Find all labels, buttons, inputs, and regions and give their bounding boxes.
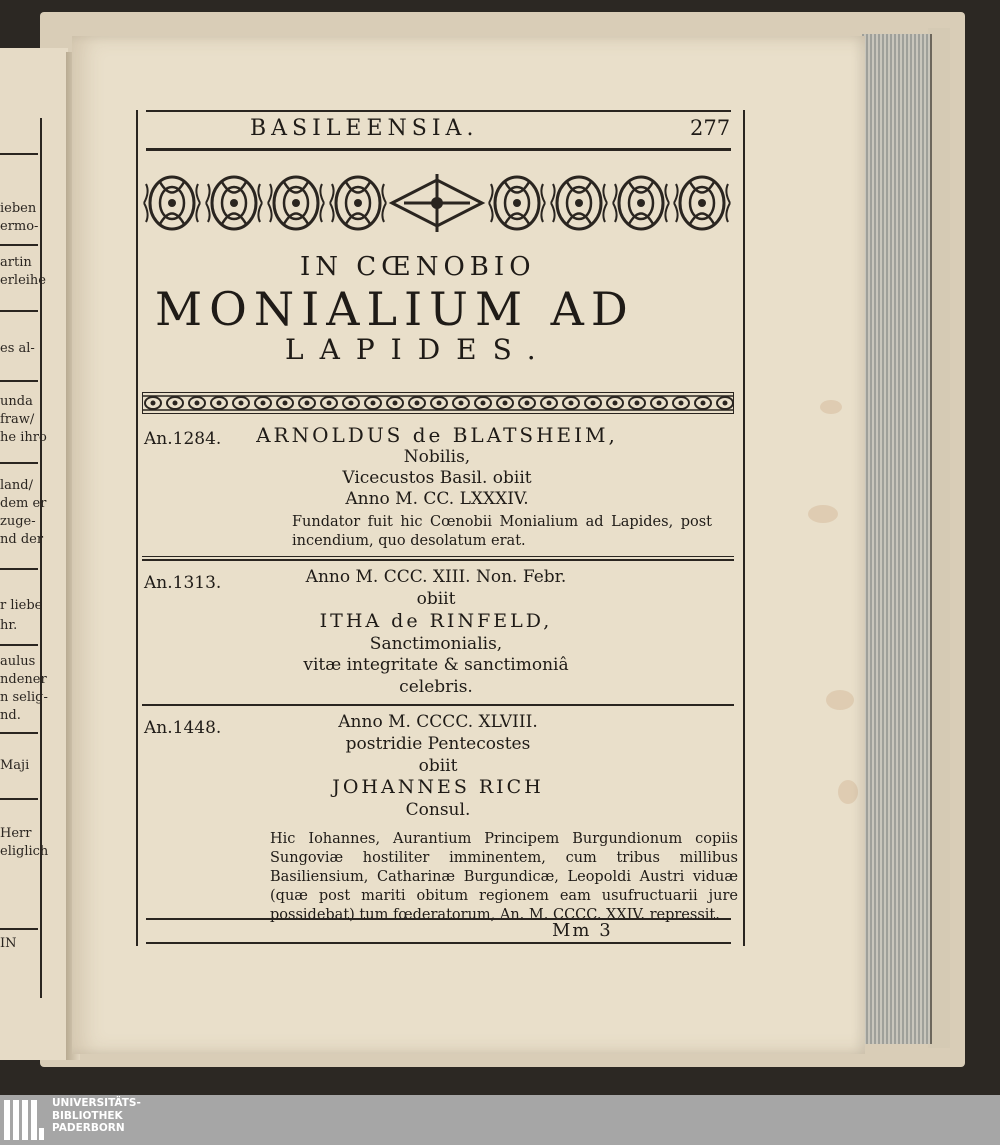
paper-stain xyxy=(808,505,838,523)
left-rule xyxy=(0,568,38,570)
left-fragment: r liebe xyxy=(0,598,43,613)
left-fragment: aulus xyxy=(0,654,36,669)
entry-line: Nobilis, xyxy=(403,447,471,467)
left-fragment: ermo- xyxy=(0,219,39,234)
left-rule xyxy=(0,244,38,246)
entry-line: Consul. xyxy=(405,800,471,820)
entry-year: An.1284. xyxy=(144,429,222,449)
entry-line: obiit xyxy=(416,589,456,609)
left-fragment: n selig- xyxy=(0,690,48,705)
title-line-3: LAPIDES. xyxy=(285,333,552,366)
paper-stain xyxy=(820,400,842,414)
entry-line-name: JOHANNES RICH xyxy=(332,776,544,798)
left-rule xyxy=(0,644,38,646)
entry-line: obiit xyxy=(418,756,458,776)
paper-stain xyxy=(838,780,858,804)
entry-line: postridie Pentecostes xyxy=(345,734,531,754)
page-edges xyxy=(862,34,932,1044)
entry-line: vitæ integritate & sanctimoniâ xyxy=(303,655,569,675)
entry-note: Fundator fuit hic Cœnobii Monialium ad Lapides, post incendium, quo desolatum erat. xyxy=(292,514,712,549)
left-fragment: Maji xyxy=(0,758,30,773)
left-fragment: dem er xyxy=(0,496,47,511)
left-fragment: land/ xyxy=(0,478,33,493)
left-rule xyxy=(0,462,38,464)
entry-line: celebris. xyxy=(399,677,473,697)
title-line-1: IN CŒNOBIO xyxy=(300,252,536,282)
left-rule xyxy=(0,310,38,312)
entry-line: Sanctimonialis, xyxy=(369,634,503,654)
page-number: 277 xyxy=(690,116,731,140)
left-page-frame xyxy=(0,118,42,998)
entry-year: An.1313. xyxy=(144,573,222,593)
entry-divider xyxy=(142,556,734,561)
left-rule xyxy=(0,380,38,382)
left-fragment: ieben xyxy=(0,201,37,216)
entry-note: Hic Iohannes, Aurantium Principem Burgundionum copiis Sungoviæ hostiliter imminentem, cum tribus millibus Basiliensium, Catharinæ Burgundicæ, Leopoldi Austri viduæ (quæ post mariti obitum regionem eam usufructuarii jure possidebat) tum fœderatorum, An. M. CCCC. XXIV. repressit. xyxy=(270,831,738,923)
library-logo-icon xyxy=(4,1098,44,1142)
library-logo-text xyxy=(52,1097,141,1135)
decorative-ornament-band xyxy=(142,392,734,414)
left-fragment: hr. xyxy=(0,618,18,633)
left-rule xyxy=(0,153,38,155)
left-fragment: ndener xyxy=(0,672,47,687)
header-rule-bottom xyxy=(146,148,731,151)
left-fragment: nd. xyxy=(0,708,21,723)
left-fragment: es al- xyxy=(0,341,35,356)
entry-line: Anno M. CCC. XIII. Non. Febr. xyxy=(305,567,567,587)
left-fragment: nd der xyxy=(0,532,44,547)
entry-divider xyxy=(142,704,734,706)
logo-line: UNIVERSITÄTS- xyxy=(52,1097,141,1109)
left-fragment: erleihe xyxy=(0,273,46,288)
logo-line: BIBLIOTHEK xyxy=(52,1109,123,1122)
entry-line: Anno M. CCCC. XLVIII. xyxy=(338,712,538,732)
left-fragment: artin xyxy=(0,255,32,270)
entry-divider xyxy=(146,918,731,920)
left-rule xyxy=(0,798,38,800)
entry-line: Vicecustos Basil. obiit xyxy=(342,468,532,488)
left-fragment: IN xyxy=(0,936,17,951)
decorative-ornament-row xyxy=(142,170,732,236)
footer-rule xyxy=(146,942,731,944)
signature-mark: Mm 3 xyxy=(552,920,613,941)
left-rule xyxy=(0,928,38,930)
entry-line-name: ARNOLDUS de BLATSHEIM, xyxy=(256,423,618,447)
left-fragment: he ihro xyxy=(0,430,47,445)
left-fragment: unda xyxy=(0,394,33,409)
left-fragment: Herr xyxy=(0,826,32,841)
logo-line: PADERBORN xyxy=(52,1122,125,1134)
left-fragment: fraw/ xyxy=(0,412,35,427)
entry-line: Anno M. CC. LXXXIV. xyxy=(345,489,529,509)
left-fragment: zuge- xyxy=(0,514,36,529)
left-fragment: eliglich xyxy=(0,844,49,859)
entry-year: An.1448. xyxy=(144,718,222,738)
left-rule xyxy=(0,732,38,734)
paper-stain xyxy=(826,690,854,710)
left-page xyxy=(0,48,68,1060)
running-head: BASILEENSIA. xyxy=(250,116,479,141)
header-rule-top xyxy=(146,110,731,112)
library-footer-bar xyxy=(0,1095,1000,1145)
entry-line-name: ITHA de RINFELD, xyxy=(319,610,553,632)
title-line-2: MONIALIUM AD xyxy=(155,282,635,336)
